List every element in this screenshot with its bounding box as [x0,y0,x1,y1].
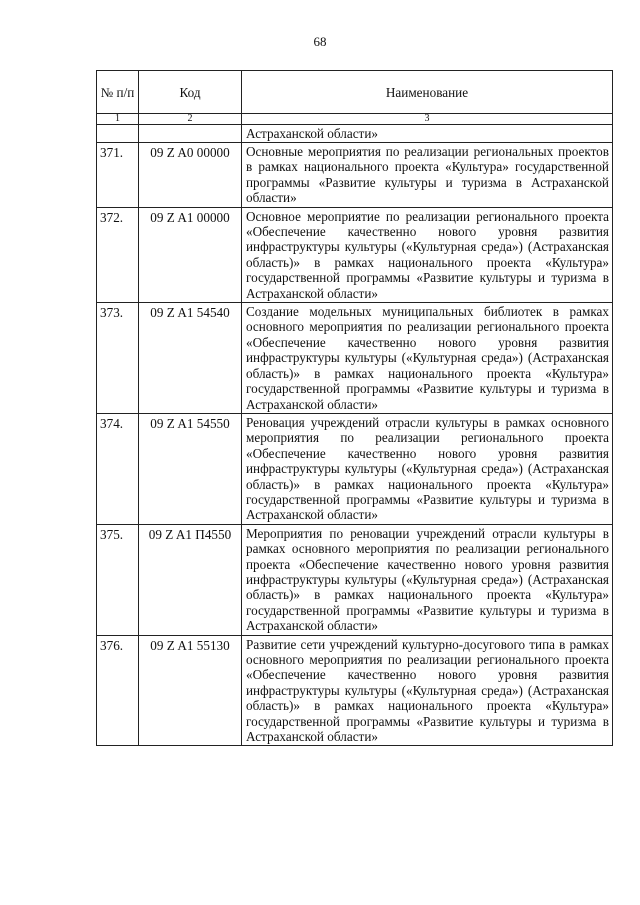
continuation-num [97,125,139,143]
row-number: 374. [97,413,139,524]
table-header-row [97,71,613,114]
header-code: Код [139,71,242,114]
table-row [97,413,613,524]
column-index: 3 [242,114,613,125]
row-name: Развитие сети учреждений культурно-досугового типа в рамках основного мероприятия по реализации регионального проекта «Обеспечение качественно нового уровня развития инфраструктуры культуры («Культурная среда») (Астраханская область)» в рамках национального проекта «Культура» государственной программы «Развитие культуры и туризма в Астраханской области» [242,635,613,746]
row-number: 371. [97,143,139,208]
table-row [97,303,613,414]
row-number: 375. [97,524,139,635]
header-name: Наименование [242,71,613,114]
row-number: 376. [97,635,139,746]
row-code: 09 Z A1 00000 [139,207,242,302]
page-number: 68 [313,34,327,49]
row-name: Создание модельных муниципальных библиотек в рамках основного мероприятия по реализации регионального проекта «Обеспечение качественно нового уровня развития инфраструктуры культуры («Культурная среда») (Астраханская область)» в рамках национального проекта «Культура» государственной программы «Развитие культуры и туризма в Астраханской области» [242,303,613,414]
continuation-text: Астраханской области» [242,125,613,143]
table-row [97,207,613,302]
row-code: 09 Z A1 П4550 [139,524,242,635]
row-code: 09 Z A1 54540 [139,303,242,414]
row-name: Реновация учреждений отрасли культуры в рамках основного мероприятия по реализации регионального проекта «Обеспечение качественно нового уровня развития инфраструктуры культуры («Культурная среда») (Астраханская область)» в рамках национального проекта «Культура» государственной программы «Развитие культуры и туризма в Астраханской области» [242,413,613,524]
classification-table [96,70,613,746]
column-index: 2 [139,114,242,125]
row-code: 09 Z A0 00000 [139,143,242,208]
row-name: Основное мероприятие по реализации регионального проекта «Обеспечение качественно нового уровня развития инфраструктуры культуры («Культурная среда») (Астраханская область)» в рамках национального проекта «Культура» государственной программы «Развитие культуры и туризма в Астраханской области» [242,207,613,302]
row-name: Мероприятия по реновации учреждений отрасли культуры в рамках основного мероприятия по реализации регионального проекта «Обеспечение качественно нового уровня развития инфраструктуры культуры («Культурная среда») (Астраханская область)» в рамках национального проекта «Культура» государственной программы «Развитие культуры и туризма в Астраханской области» [242,524,613,635]
row-name: Основные мероприятия по реализации региональных проектов в рамках национального проекта «Культура» государственной программы «Развитие культуры и туризма в Астраханской области» [242,143,613,208]
row-code: 09 Z A1 54550 [139,413,242,524]
row-code: 09 Z A1 55130 [139,635,242,746]
row-number: 372. [97,207,139,302]
table-row [97,524,613,635]
table-row [97,635,613,746]
continuation-code [139,125,242,143]
header-num: № п/п [97,71,139,114]
row-number: 373. [97,303,139,414]
column-index-row [97,114,613,125]
column-index: 1 [97,114,139,125]
continuation-row [97,125,613,143]
table-row [97,143,613,208]
